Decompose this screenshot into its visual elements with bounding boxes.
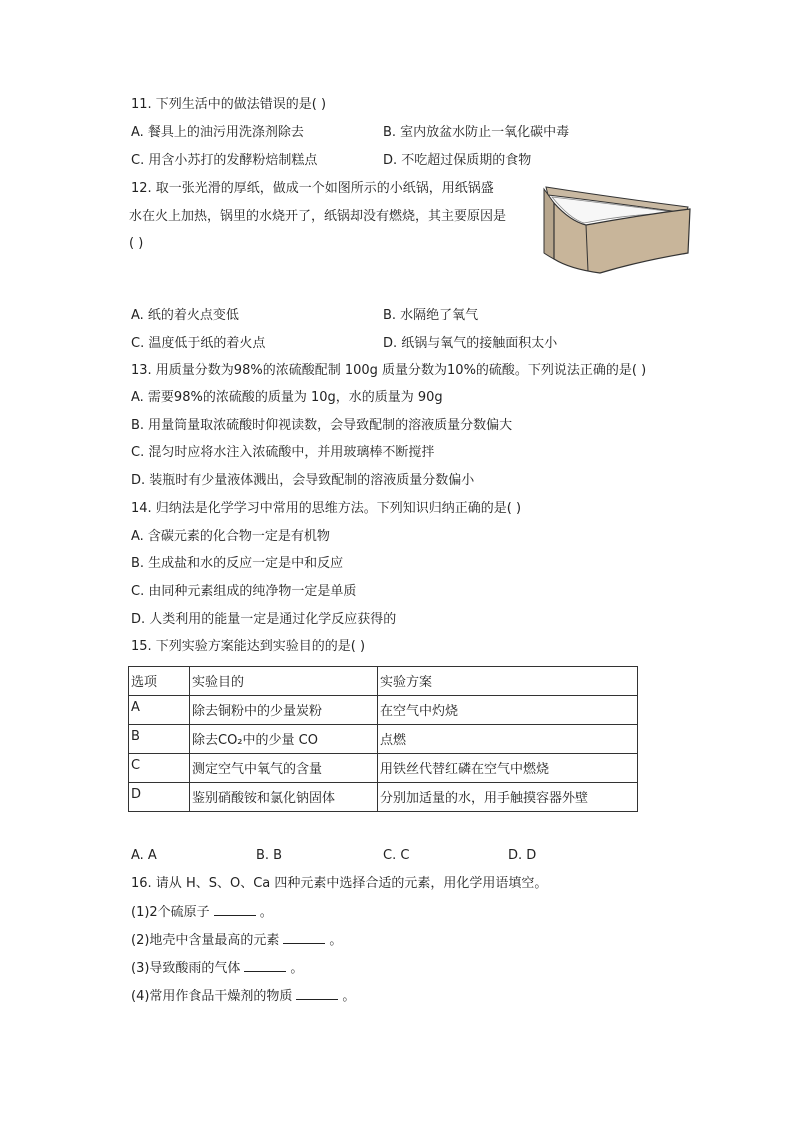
q14-option-d[interactable]: D. 人类利用的能量一定是通过化学反应获得的 [131, 612, 397, 627]
q13-option-d[interactable]: D. 装瓶时有少量液体溅出，会导致配制的溶液质量分数偏小 [131, 473, 475, 488]
period: 。 [290, 961, 304, 976]
q13-stem: 13. 用质量分数为98%的浓硫酸配制 100g 质量分数为10%的硫酸。下列说法正确的是( ) [131, 363, 647, 378]
q12-stem-line1: 12. 取一张光滑的厚纸，做成一个如图所示的小纸锅，用纸锅盛 [131, 181, 494, 196]
q16-part4 [131, 987, 355, 1006]
table-cell: 除去铜粉中的少量炭粉 [190, 696, 378, 725]
table-cell: 分别加适量的水，用手触摸容器外壁 [378, 783, 638, 812]
q16-part1 [131, 903, 273, 922]
q16-part4-text: (4)常用作食品干燥剂的物质 [131, 989, 293, 1004]
answer-blank[interactable] [214, 903, 256, 916]
q14-stem: 14. 归纳法是化学学习中常用的思维方法。下列知识归纳正确的是( ) [131, 501, 522, 516]
q13-option-c[interactable]: C. 混匀时应将水注入浓硫酸中，并用玻璃棒不断搅拌 [131, 445, 435, 460]
q15-stem: 15. 下列实验方案能达到实验目的的是( ) [131, 639, 366, 654]
q16-part2-text: (2)地壳中含量最高的元素 [131, 933, 280, 948]
q12-option-a[interactable]: A. 纸的着火点变低 [131, 308, 239, 323]
experiment-table [128, 666, 638, 812]
table-cell: B [129, 725, 190, 754]
period: 。 [329, 933, 343, 948]
table-cell: 用铁丝代替红磷在空气中燃烧 [378, 754, 638, 783]
table-cell: D [129, 783, 190, 812]
q12-option-b[interactable]: B. 水隔绝了氧气 [383, 308, 479, 323]
table-row [129, 696, 638, 725]
answer-blank[interactable] [244, 959, 286, 972]
q11-option-b[interactable]: B. 室内放盆水防止一氧化碳中毒 [383, 125, 570, 140]
q15-option-b[interactable]: B. B [256, 848, 283, 863]
q12-stem-line3: ( ) [129, 236, 144, 251]
table-cell: A [129, 696, 190, 725]
answer-blank[interactable] [296, 987, 338, 1000]
table-cell: 测定空气中氧气的含量 [190, 754, 378, 783]
q16-part1-text: (1)2个硫原子 [131, 905, 210, 920]
table-cell: 在空气中灼烧 [378, 696, 638, 725]
answer-blank[interactable] [283, 931, 325, 944]
period: 。 [259, 905, 273, 920]
q11-option-c[interactable]: C. 用含小苏打的发酵粉焙制糕点 [131, 153, 318, 168]
table-header-cell: 实验方案 [378, 667, 638, 696]
q16-stem: 16. 请从 H、S、O、Ca 四种元素中选择合适的元素，用化学用语填空。 [131, 876, 548, 891]
table-row [129, 783, 638, 812]
table-header-cell: 实验目的 [190, 667, 378, 696]
table-header-row [129, 667, 638, 696]
table-row [129, 754, 638, 783]
table-cell: 鉴别硝酸铵和氯化钠固体 [190, 783, 378, 812]
q11-option-d[interactable]: D. 不吃超过保质期的食物 [383, 153, 532, 168]
q11-option-a[interactable]: A. 餐具上的油污用洗涤剂除去 [131, 125, 304, 140]
q13-option-a[interactable]: A. 需要98%的浓硫酸的质量为 10g，水的质量为 90g [131, 390, 443, 405]
q14-option-c[interactable]: C. 由同种元素组成的纯净物一定是单质 [131, 584, 357, 599]
q15-option-d[interactable]: D. D [508, 848, 537, 863]
q12-option-c[interactable]: C. 温度低于纸的着火点 [131, 336, 266, 351]
table-header-cell: 选项 [129, 667, 190, 696]
q16-part3-text: (3)导致酸雨的气体 [131, 961, 241, 976]
q14-option-a[interactable]: A. 含碳元素的化合物一定是有机物 [131, 529, 330, 544]
table-row [129, 725, 638, 754]
q13-option-b[interactable]: B. 用量筒量取浓硫酸时仰视读数，会导致配制的溶液质量分数偏大 [131, 418, 513, 433]
q15-option-a[interactable]: A. A [131, 848, 157, 863]
q16-part2 [131, 931, 342, 950]
q16-part3 [131, 959, 303, 978]
table-cell: C [129, 754, 190, 783]
q12-stem-line2: 水在火上加热，锅里的水烧开了，纸锅却没有燃烧，其主要原因是 [129, 209, 507, 224]
period: 。 [342, 989, 356, 1004]
paper-pot-illustration [540, 183, 692, 275]
table-cell: 点燃 [378, 725, 638, 754]
q12-option-d[interactable]: D. 纸锅与氧气的接触面积太小 [383, 336, 558, 351]
q11-stem: 11. 下列生活中的做法错误的是( ) [131, 97, 327, 112]
table-cell: 除去CO₂中的少量 CO [190, 725, 378, 754]
q14-option-b[interactable]: B. 生成盐和水的反应一定是中和反应 [131, 556, 344, 571]
q15-option-c[interactable]: C. C [383, 848, 410, 863]
